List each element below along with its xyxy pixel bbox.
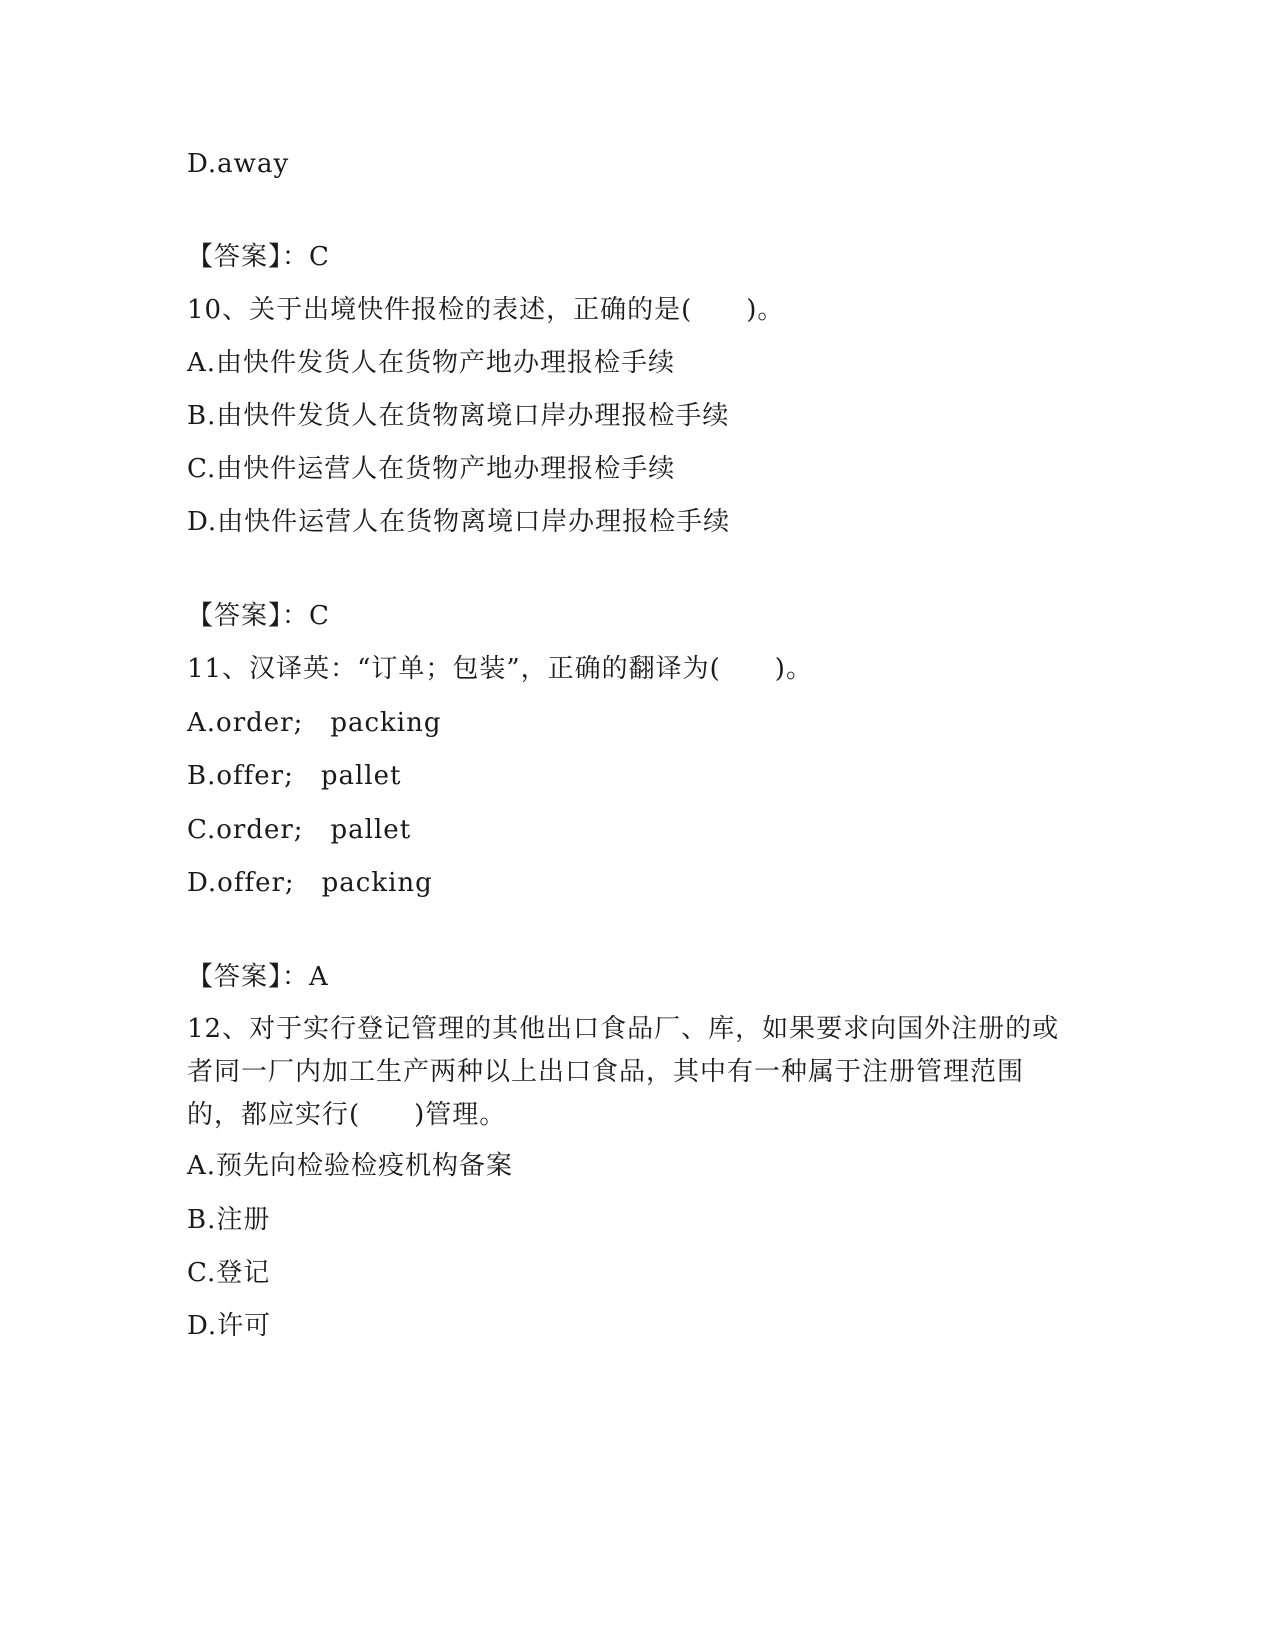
q12-option-b: B.注册 (187, 1205, 271, 1235)
q10-stem: 10、关于出境快件报检的表述，正确的是( )。 (187, 295, 785, 325)
q11-option-c: C.order; pallet (187, 815, 412, 845)
q10-option-d: D.由快件运营人在货物离境口岸办理报检手续 (187, 507, 731, 537)
q10-option-c: C.由快件运营人在货物产地办理报检手续 (187, 454, 676, 484)
answer-value: A (309, 962, 329, 992)
q10-answer (187, 601, 330, 631)
q11-option-b: B.offer; pallet (187, 761, 402, 791)
q12-option-a: A.预先向检验检疫机构备案 (187, 1151, 514, 1181)
answer-label: 【答案】： (187, 242, 310, 272)
q11-stem: 11、汉译英：“订单；包装”，正确的翻译为( )。 (187, 654, 813, 684)
q12-option-c: C.登记 (187, 1258, 271, 1288)
answer-value: C (309, 242, 330, 272)
q12-stem: 12、对于实行登记管理的其他出口食品厂、库，如果要求向国外注册的或者同一厂内加工生产两种以上出口食品，其中有一种属于注册管理范围的，都应实行( )管理。 (187, 1014, 1060, 1130)
q9-option-d: D.away (187, 149, 290, 179)
q10-option-b: B.由快件发货人在货物离境口岸办理报检手续 (187, 401, 730, 431)
q9-answer (187, 242, 330, 272)
answer-label: 【答案】： (187, 962, 310, 992)
q10-option-a: A.由快件发货人在货物产地办理报检手续 (187, 348, 676, 378)
answer-label: 【答案】： (187, 601, 310, 631)
q11-option-a: A.order; packing (187, 708, 442, 738)
answer-value: C (309, 601, 330, 631)
q11-answer (187, 962, 329, 992)
q11-option-d: D.offer; packing (187, 868, 433, 898)
q12-option-d: D.许可 (187, 1311, 272, 1341)
